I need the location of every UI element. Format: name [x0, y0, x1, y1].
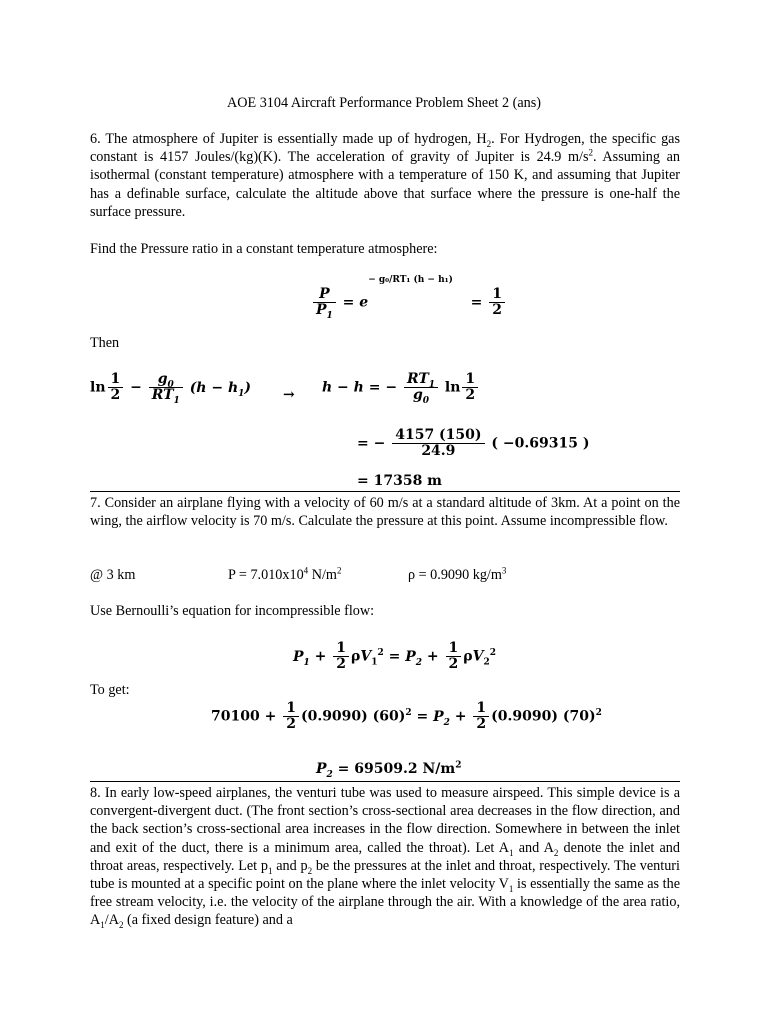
- altitude-label: @ 3 km: [90, 567, 136, 583]
- problem-7-text: 7. Consider an airplane flying with a velocity of 60 m/s at a standard altitude of 3km. At a point on the wing, the airflow velocity is 70 m/s. Calculate the pressure at this point. Assume incompressible flow.: [90, 495, 680, 530]
- arrow-icon: →: [283, 387, 295, 403]
- divider-2: [90, 781, 680, 782]
- equation-h-solved: h − h = − $\frac{RT_1}{g_0}$ ln $\frac{1}{2}$: [322, 372, 480, 403]
- to-get-label: To get:: [90, 682, 130, 698]
- problem-8-text: 8. In early low-speed airplanes, the venturi tube was used to measure airspeed. This simple device is a convergent-divergent duct. (The front section’s cross-sectional area decreases in the flow direction, and the back section’s cross-sectional area increases in the flow direction. Somewhere in between the inlet and exit of the duct, there is a minimum area, called the throat). Let $A_1$ and $A_2$ denote the inlet and throat areas, respectively. Let $p_1$ and $p_2$ be the pressures at the inlet and throat, respectively. The venturi tube is mounted at a specific point on the plane where the inlet velocity $V_1$ is essentially the same as the free stream velocity, i.e. the velocity of the airplane through the air. With a knowledge of the area ratio, $A_1/A_2$ (a fixed design feature) and a: [90, 785, 680, 931]
- p-over-p1: [313, 286, 336, 321]
- divider: [90, 491, 680, 492]
- eq1-p: P: [319, 286, 330, 302]
- equation-substitution: = − $\frac{4157 (150)}{24.9}$ ( −0.69315 ): [357, 427, 590, 459]
- page-title: AOE 3104 Aircraft Performance Problem Sheet 2 (ans): [226, 95, 541, 111]
- eq1-p1: $P_1$: [313, 302, 336, 318]
- equation-pressure-ratio: [311, 275, 507, 321]
- q6-text-b: . For Hydrogen, the specific gas constant is 4157 Joules/(kg)(K). The acceleration of gravity of Jupiter is 24.9 m/s: [90, 131, 680, 166]
- q6-text-a: 6. The atmosphere of Jupiter is essentially made up of hydrogen, H: [90, 131, 487, 147]
- eq1-equals: =: [342, 294, 355, 311]
- equation-bernoulli: $P_1$ + $\frac{1}{2}$ $\rho V_1^2 = P_2$ + $\frac{1}{2}$ $\rho V_2^2$: [293, 640, 496, 672]
- equation-ln-half: ln $\frac{1}{2}$ − $\frac{g_0}{RT_1}$ $(h - h_1)$: [90, 371, 252, 406]
- find-pressure-ratio: Find the Pressure ratio in a constant temperature atmosphere:: [90, 241, 438, 257]
- eq1-equals-2: =: [470, 294, 483, 311]
- result-pressure: $P_2 = 69509.2$ $N/m^2$: [316, 760, 462, 780]
- equation-bernoulli-substituted: 70100 + $\frac{1}{2}$ (0.9090) $(60)^2 = P_2$ + $\frac{1}{2}$ (0.9090) $(70)^2$: [211, 700, 602, 732]
- eq1-exponent: − g₀/RT₁ (h − h₁): [368, 275, 453, 285]
- bernoulli-intro: Use Bernoulli’s equation for incompressible flow:: [90, 603, 375, 619]
- q6-sq: 2: [588, 147, 594, 158]
- result-altitude: = 17358 m: [357, 473, 442, 489]
- eq1-e: e: [359, 294, 369, 311]
- then-label: Then: [90, 335, 120, 351]
- eq1-half: $\frac{1}{2}$: [489, 287, 505, 318]
- density-value: ρ = 0.9090 $kg/m^3$: [408, 565, 507, 583]
- pressure-value: $P = 7.010x10^4$ $N/m^2$: [228, 565, 342, 583]
- q6-text-c: . Assuming an isothermal (constant temperature) atmosphere with a temperature of 150 K, and assuming that Jupiter has a definable surface, calculate the altitude above that surface where the pressure is one-half the surface pressure.: [90, 149, 680, 220]
- q6-h2-sub: 2: [486, 138, 492, 149]
- problem-6-text: [90, 130, 680, 221]
